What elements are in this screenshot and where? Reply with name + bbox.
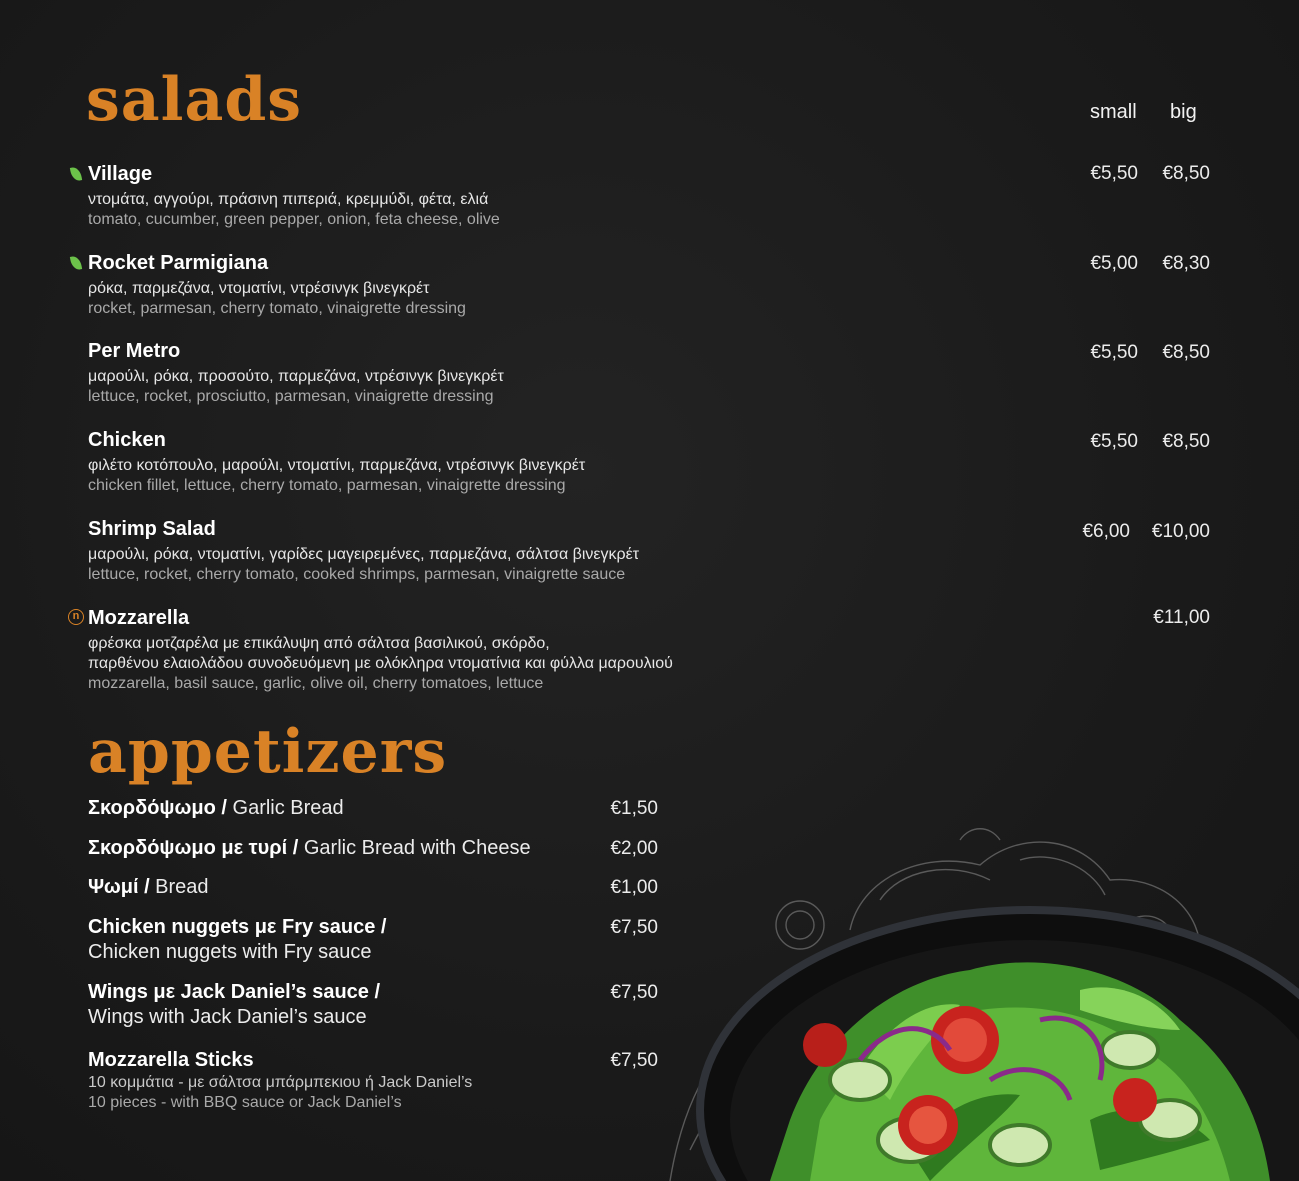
salad-bowl-image	[660, 820, 1299, 1181]
column-big-label: big	[1170, 101, 1197, 123]
appetizer-item	[88, 796, 658, 821]
price-big: €10,00	[1151, 521, 1210, 542]
appetizer-price: €2,00	[610, 838, 658, 859]
salad-item-rocket-parmigiana	[88, 251, 1218, 319]
price-big: €8,50	[1162, 163, 1210, 184]
salad-english-description: lettuce, rocket, cherry tomato, cooked shrimps, parmesan, vinaigrette sauce	[88, 566, 626, 583]
appetizer-item	[88, 875, 658, 900]
salad-item-shrimp-salad	[88, 517, 1218, 585]
salad-english-description: rocket, parmesan, cherry tomato, vinaigrette dressing	[88, 300, 466, 317]
price-big: €8,50	[1162, 431, 1210, 452]
price-small: €5,00	[1090, 253, 1138, 274]
appetizer-greek-name: Σκορδόψωμο με τυρί /	[88, 837, 299, 859]
salads-heading: salads	[86, 65, 303, 135]
appetizer-greek-name: Wings με Jack Daniel’s sauce /	[88, 981, 381, 1003]
salad-greek-description: μαρούλι, ρόκα, προσούτο, παρμεζάνα, ντρέσινγκ βινεγκρέτ	[88, 368, 504, 385]
price-big: €11,00	[1153, 607, 1210, 628]
salad-greek-description: φρέσκα μοτζαρέλα με επικάλυψη από σάλτσα βασιλικού, σκόρδο,	[88, 635, 550, 652]
price-small: €5,50	[1090, 342, 1138, 363]
salad-item-mozzarella	[72, 606, 1218, 694]
appetizer-price: €7,50	[610, 1050, 658, 1071]
price-small: €6,00	[1082, 521, 1130, 542]
price-big: €8,50	[1162, 342, 1210, 363]
salad-english-description: chicken fillet, lettuce, cherry tomato, parmesan, vinaigrette dressing	[88, 477, 566, 494]
appetizer-price: €7,50	[610, 917, 658, 938]
vegetarian-leaf-icon	[70, 166, 82, 182]
appetizer-item	[88, 1048, 658, 1113]
vegetarian-leaf-icon	[70, 255, 82, 271]
appetizer-english-name: Wings with Jack Daniel’s sauce	[88, 1006, 367, 1028]
salad-english-description: lettuce, rocket, prosciutto, parmesan, vinaigrette dressing	[88, 388, 494, 405]
price-big: €8,30	[1162, 253, 1210, 274]
appetizer-english-description: 10 pieces - with BBQ sauce or Jack Daniel’s	[88, 1094, 402, 1111]
appetizer-greek-description: 10 κομμάτια - με σάλτσα μπάρμπεκιου ή Jack Daniel’s	[88, 1074, 473, 1091]
salad-english-description: tomato, cucumber, green pepper, onion, feta cheese, olive	[88, 211, 500, 228]
appetizer-item	[88, 915, 658, 965]
salad-item-per-metro	[88, 339, 1218, 407]
appetizer-price: €1,50	[610, 798, 658, 819]
appetizer-item	[88, 836, 658, 861]
price-small: €5,50	[1090, 431, 1138, 452]
appetizer-english-name: Garlic Bread with Cheese	[298, 837, 531, 859]
appetizer-english-name: Garlic Bread	[226, 797, 344, 819]
new-badge-icon: n	[68, 609, 84, 625]
salad-name: Per Metro	[88, 340, 181, 362]
salad-item-village	[88, 162, 1218, 230]
appetizer-greek-name: Ψωμί /	[88, 876, 150, 898]
salad-item-chicken	[88, 428, 1218, 496]
appetizer-item	[88, 980, 658, 1030]
price-small: €5,50	[1090, 163, 1138, 184]
appetizer-english-name: Bread	[149, 876, 209, 898]
salad-name: Shrimp Salad	[88, 518, 216, 540]
salad-name: Mozzarella	[88, 607, 190, 629]
salad-name: Rocket Parmigiana	[88, 252, 269, 274]
appetizer-english-name: Chicken nuggets with Fry sauce	[88, 941, 372, 963]
column-small-label: small	[1090, 101, 1137, 123]
salad-name: Chicken	[88, 429, 166, 451]
appetizers-heading: appetizers	[88, 717, 448, 787]
salad-english-description: mozzarella, basil sauce, garlic, olive oil, cherry tomatoes, lettuce	[88, 675, 544, 692]
salad-greek-description: ντομάτα, αγγούρι, πράσινη πιπεριά, κρεμμύδι, φέτα, ελιά	[88, 191, 489, 208]
salad-name: Village	[88, 163, 153, 185]
appetizer-price: €7,50	[610, 982, 658, 1003]
appetizer-greek-name: Chicken nuggets με Fry sauce /	[88, 916, 387, 938]
salad-greek-description: φιλέτο κοτόπουλο, μαρούλι, ντοματίνι, παρμεζάνα, ντρέσινγκ βινεγκρέτ	[88, 457, 586, 474]
salad-greek-description: ρόκα, παρμεζάνα, ντοματίνι, ντρέσινγκ βινεγκρέτ	[88, 280, 430, 297]
salad-greek-description: μαρούλι, ρόκα, ντοματίνι, γαρίδες μαγειρεμένες, παρμεζάνα, σάλτσα βινεγκρέτ	[88, 546, 640, 563]
appetizer-greek-name: Σκορδόψωμο /	[88, 797, 227, 819]
appetizer-name: Mozzarella Sticks	[88, 1049, 254, 1071]
salad-greek-description-line2: παρθένου ελαιολάδου συνοδευόμενη με ολόκληρα ντοματίνια και φύλλα μαρουλιού	[88, 655, 673, 672]
appetizer-price: €1,00	[610, 877, 658, 898]
